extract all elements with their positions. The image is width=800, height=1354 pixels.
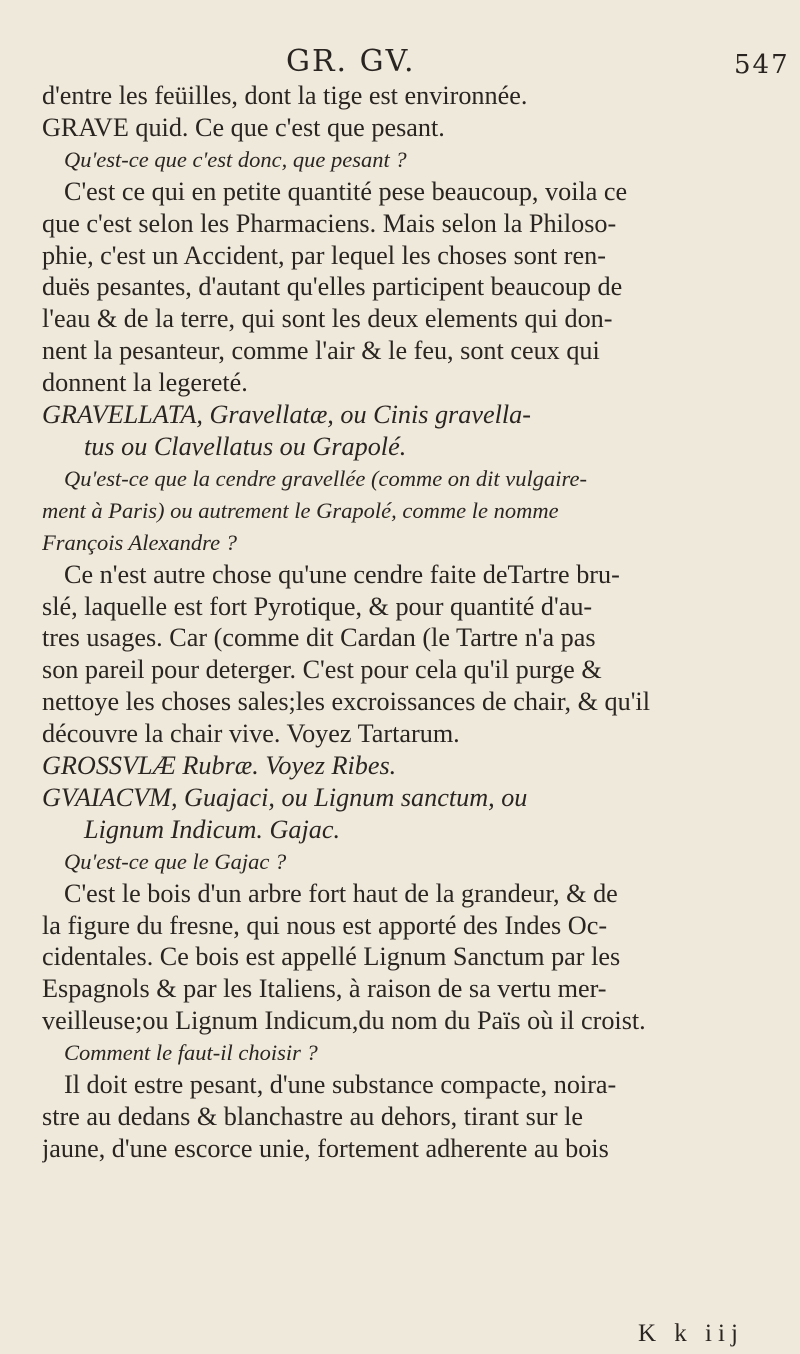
text-line: d'entre les feüilles, dont la tige est environnée.	[42, 81, 528, 110]
question-line: Qu'est-ce que c'est donc, que pesant ?	[64, 146, 407, 172]
text-line: slé, laquelle est fort Pyrotique, & pour quantité d'au-	[42, 591, 593, 621]
entry-heading: GROSSVLÆ Rubræ. Voyez Ribes.	[42, 751, 397, 781]
question-line: François Alexandre ?	[42, 529, 237, 555]
question-line: Qu'est-ce que la cendre gravellée (comme on dit vulgaire-	[64, 465, 587, 491]
text-line: veilleuse;ou Lignum Indicum,du nom du Païs où il croist.	[42, 1006, 646, 1036]
entry-heading: GVAIACVM, Guajaci, ou Lignum sanctum, ou	[42, 782, 528, 812]
text-line: nettoye les choses sales;les excroissances de chair, & qu'il	[42, 687, 650, 717]
text-line: Espagnols & par les Italiens, à raison de sa vertu mer-	[42, 974, 607, 1004]
entry-heading: tus ou Clavellatus ou Grapolé.	[84, 431, 407, 461]
question-line: ment à Paris) ou autrement le Grapolé, comme le nomme	[42, 497, 559, 523]
text-line: nent la pesanteur, comme l'air & le feu, sont ceux qui	[42, 336, 600, 366]
text-line: C'est ce qui en petite quantité pese beaucoup, voila ce	[64, 176, 628, 206]
body-text	[42, 80, 770, 1165]
question-line: Qu'est-ce que le Gajac ?	[64, 848, 287, 874]
entry-heading: GRAVE quid. Ce que c'est que pesant.	[42, 112, 445, 142]
text-line: tres usages. Car (comme dit Cardan (le Tartre n'a pas	[42, 623, 596, 653]
text-line: Il doit estre pesant, d'une substance compacte, noira-	[64, 1070, 617, 1100]
text-line: jaune, d'une escorce unie, fortement adherente au bois	[42, 1133, 609, 1163]
page-number: 547	[734, 50, 790, 80]
text-line: phie, c'est un Accident, par lequel les choses sont ren-	[42, 240, 606, 270]
text-line: donnent la legereté.	[42, 368, 248, 398]
text-line: son pareil pour deterger. C'est pour cela qu'il purge &	[42, 655, 602, 685]
signature-mark: K k iij	[638, 1320, 744, 1347]
text-line: l'eau & de la terre, qui sont les deux elements qui don-	[42, 304, 613, 334]
question-line: Comment le faut-il choisir ?	[64, 1040, 318, 1066]
text-line: que c'est selon les Pharmaciens. Mais selon la Philoso-	[42, 208, 617, 238]
running-head: GR. GV.	[286, 44, 416, 79]
text-line: cidentales. Ce bois est appellé Lignum Sanctum par les	[42, 942, 621, 972]
text-line: Ce n'est autre chose qu'une cendre faite deTartre bru-	[64, 559, 620, 589]
entry-heading: Lignum Indicum. Gajac.	[84, 814, 341, 844]
text-line: découvre la chair vive. Voyez Tartarum.	[42, 719, 460, 749]
text-line: duës pesantes, d'autant qu'elles participent beaucoup de	[42, 272, 623, 302]
text-line: C'est le bois d'un arbre fort haut de la grandeur, & de	[64, 878, 618, 908]
text-line: stre au dedans & blanchastre au dehors, tirant sur le	[42, 1102, 584, 1131]
text-line: la figure du fresne, qui nous est apporté des Indes Oc-	[42, 910, 608, 940]
entry-heading: GRAVELLATA, Gravellatæ, ou Cinis gravella-	[42, 400, 531, 430]
